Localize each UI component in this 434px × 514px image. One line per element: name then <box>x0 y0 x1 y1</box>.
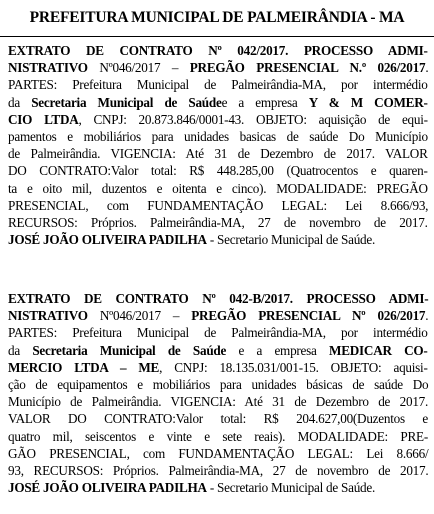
text-line <box>8 42 428 59</box>
text: - Secretario Municipal de Saúde. <box>206 480 376 496</box>
text: pamentos e mobiliários para unidades basicas de saúde Do Município <box>8 128 428 144</box>
text: VALOR DO CONTRATO:Valor total: R$ 204.627,00(Duzentos e <box>8 411 429 427</box>
bold-text: PREGÃO PRESENCIAL Nº 026/2017 <box>191 308 426 324</box>
bold-text: NISTRATIVO <box>8 308 100 324</box>
contract-extract-1 <box>8 42 428 248</box>
contract-extract-2 <box>8 290 428 496</box>
text-line <box>8 197 428 214</box>
text: PARTES: Prefeitura Municipal de Palmeirândia-MA, por intermédio <box>8 77 428 93</box>
header-title: PREFEITURA MUNICIPAL DE PALMEIRÂNDIA - MA <box>29 9 405 26</box>
text: quatro mil, seiscentos e vinte e sete reais). MODALIDADE: PRE- <box>8 428 428 444</box>
text: PARTES: Prefeitura Municipal de Palmeirândia-MA, por intermédio <box>8 325 428 341</box>
text-line <box>8 393 428 410</box>
text: de Palmeirândia. VIGENCIA: Até 31 de Dezembro de 2017. VALOR <box>8 146 428 162</box>
text-line <box>8 445 428 462</box>
text-line <box>8 94 428 111</box>
bold-text: JOSÉ JOÃO OLIVEIRA PADILHA <box>8 232 207 248</box>
text-line <box>8 59 428 76</box>
text-line <box>8 428 428 445</box>
text-line <box>8 342 428 359</box>
text-line <box>8 324 428 341</box>
text-line <box>8 290 428 307</box>
bold-text: JOSÉ JOÃO OLIVEIRA PADILHA <box>8 480 207 496</box>
text-line <box>8 111 428 128</box>
text-line <box>8 410 428 427</box>
bold-text: MERCIO LTDA – ME <box>8 359 160 375</box>
bold-text: MEDICAR CO- <box>329 342 428 358</box>
text-line <box>8 162 428 179</box>
text: RECURSOS: Próprios. Palmeirândia-MA, 27 de novembro de 2017. <box>8 214 428 230</box>
text-line <box>8 231 428 248</box>
text-line <box>8 359 428 376</box>
text: e a empresa <box>226 342 330 358</box>
text: da <box>8 342 33 358</box>
bold-text: EXTRATO DE CONTRATO Nº 042-B/2017. PROCESSO ADMI- <box>8 291 429 306</box>
text: - Secretario Municipal de Saúde. <box>206 232 376 248</box>
text: Nº046/2017 – <box>99 60 190 76</box>
bold-text: PREGÃO PRESENCIAL N.º 026/2017 <box>189 60 426 76</box>
text: Município de Palmeirândia. VIGENCIA: Até 31 de Dezembro de 2017. <box>8 394 429 410</box>
bold-text: EXTRATO DE CONTRATO Nº 042/2017. PROCESSO ADMI- <box>8 43 428 58</box>
text: ção de equipamentos e mobiliários para unidades básicas de saúde Do <box>8 376 429 392</box>
text-line <box>8 307 428 324</box>
text: GÃO PRESENCIAL, com FUNDAMENTAÇÃO LEGAL: Lei 8.666/ <box>8 445 429 461</box>
text: e a empresa <box>221 94 309 110</box>
text-line <box>8 479 428 496</box>
bold-text: CIO LTDA <box>8 111 79 127</box>
bold-text: Y & M COMER- <box>308 94 428 110</box>
text: DO CONTRATO:Valor total: R$ 448.285,00 (Quatrocentos e quaren- <box>8 163 428 179</box>
text-line <box>8 180 428 197</box>
text-line <box>8 145 428 162</box>
bold-text: Secretaria Municipal de Saúde <box>31 94 222 110</box>
text-line <box>8 376 428 393</box>
text: Nº046/2017 – <box>99 308 192 324</box>
text: PRESENCIAL, com FUNDAMENTAÇÃO LEGAL: Lei 8.666/93, <box>8 197 429 213</box>
text: . <box>425 60 429 76</box>
text: 93, RECURSOS: Próprios. Palmeirândia-MA, 27 de novembro de 2017. <box>8 462 429 478</box>
text-line <box>8 214 428 231</box>
text: . <box>425 308 429 324</box>
text-line <box>8 462 428 479</box>
page-header <box>0 0 434 37</box>
text-line <box>8 76 428 93</box>
text: , CNPJ: 20.873.846/0001-43. OBJETO: aquisição de equi- <box>78 111 428 127</box>
text: , CNPJ: 18.135.031/001-15. OBJETO: aquisi- <box>159 359 428 375</box>
text-line <box>8 128 428 145</box>
text: da <box>8 94 32 110</box>
text: ta e oito mil, duzentos e oitenta e cinco). MODALIDADE: PREGÃO <box>8 180 428 196</box>
bold-text: NISTRATIVO <box>8 60 100 76</box>
bold-text: Secretaria Municipal de Saúde <box>32 342 227 358</box>
